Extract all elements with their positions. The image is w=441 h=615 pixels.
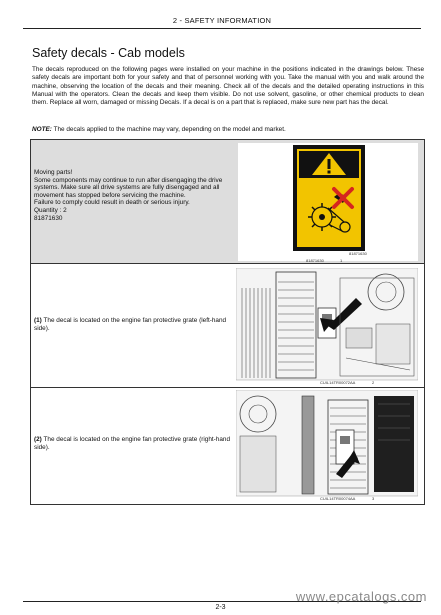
location-description — [34, 436, 234, 451]
figure-number: 2 — [372, 380, 375, 385]
decal-warning-text: Some components may continue to run after disengaging the drive systems. Make sure all drive systems are fully disengaged and all movement has stopped before servicing the machine. — [34, 176, 223, 199]
figure-number: 3 — [372, 496, 375, 501]
watermark: www.epcatalogs.com — [295, 589, 427, 604]
note-label: NOTE: — [32, 126, 52, 133]
decal-part-number: 81871630 — [34, 214, 63, 222]
decal-table — [30, 139, 425, 505]
note-text: The decals applied to the machine may vary, depending on the model and market. — [53, 126, 286, 133]
figure-code: CUIL14TR00072AA — [320, 380, 356, 385]
location-text: The decal is located on the engine fan protective grate (right-hand side). — [34, 436, 230, 451]
section-title: Safety decals - Cab models — [32, 46, 185, 60]
table-row — [31, 388, 424, 504]
location-prefix: (2) — [34, 436, 42, 443]
location-figure — [236, 390, 418, 502]
location-text: The decal is located on the engine fan protective grate (left-hand side). — [34, 317, 227, 332]
decal-code: 81871630 — [349, 251, 367, 256]
decal-figure — [238, 143, 418, 261]
decal-quantity: Quantity : 2 — [34, 206, 67, 214]
page-header — [23, 16, 421, 30]
location-figure — [236, 268, 418, 385]
location-description — [34, 317, 234, 332]
header-title: 2 - SAFETY INFORMATION — [172, 16, 272, 25]
engine-right-illustration — [236, 390, 418, 502]
page-number: 2-3 — [215, 604, 226, 611]
location-prefix: (1) — [34, 317, 42, 324]
figure-code: 81871630 — [306, 258, 324, 263]
header-rule — [23, 28, 421, 29]
engine-left-illustration — [236, 268, 418, 385]
decal-consequence: Failure to comply could result in death or serious injury. — [34, 199, 190, 207]
table-row — [31, 264, 424, 388]
note-paragraph — [32, 126, 424, 134]
figure-code: CUIL14TR00074AA — [320, 496, 356, 501]
figure-number: 1 — [340, 258, 343, 263]
decal-illustration — [238, 143, 418, 261]
intro-paragraph: The decals reproduced on the following pages were installed on your machine in the positions indicated in the drawings below. These safety decals are important both for your safety and that of personnel working with you. Take the manual with you and walk around the machine, observing the location of the decals and their meaning. Check all of the decals and the detailed operating instructions in this Manual with the operators. Clean the decals and keep them visible. Do not use solvent, gasoline, or other chemical products to clean them. Replace all worn, damaged or missing Decals. If a decal is on a part that is replaced, make sure new part has the decal. — [32, 66, 424, 107]
table-row — [31, 140, 424, 264]
decal-warning-title: Moving parts! — [34, 169, 73, 176]
decal-description — [34, 169, 234, 222]
